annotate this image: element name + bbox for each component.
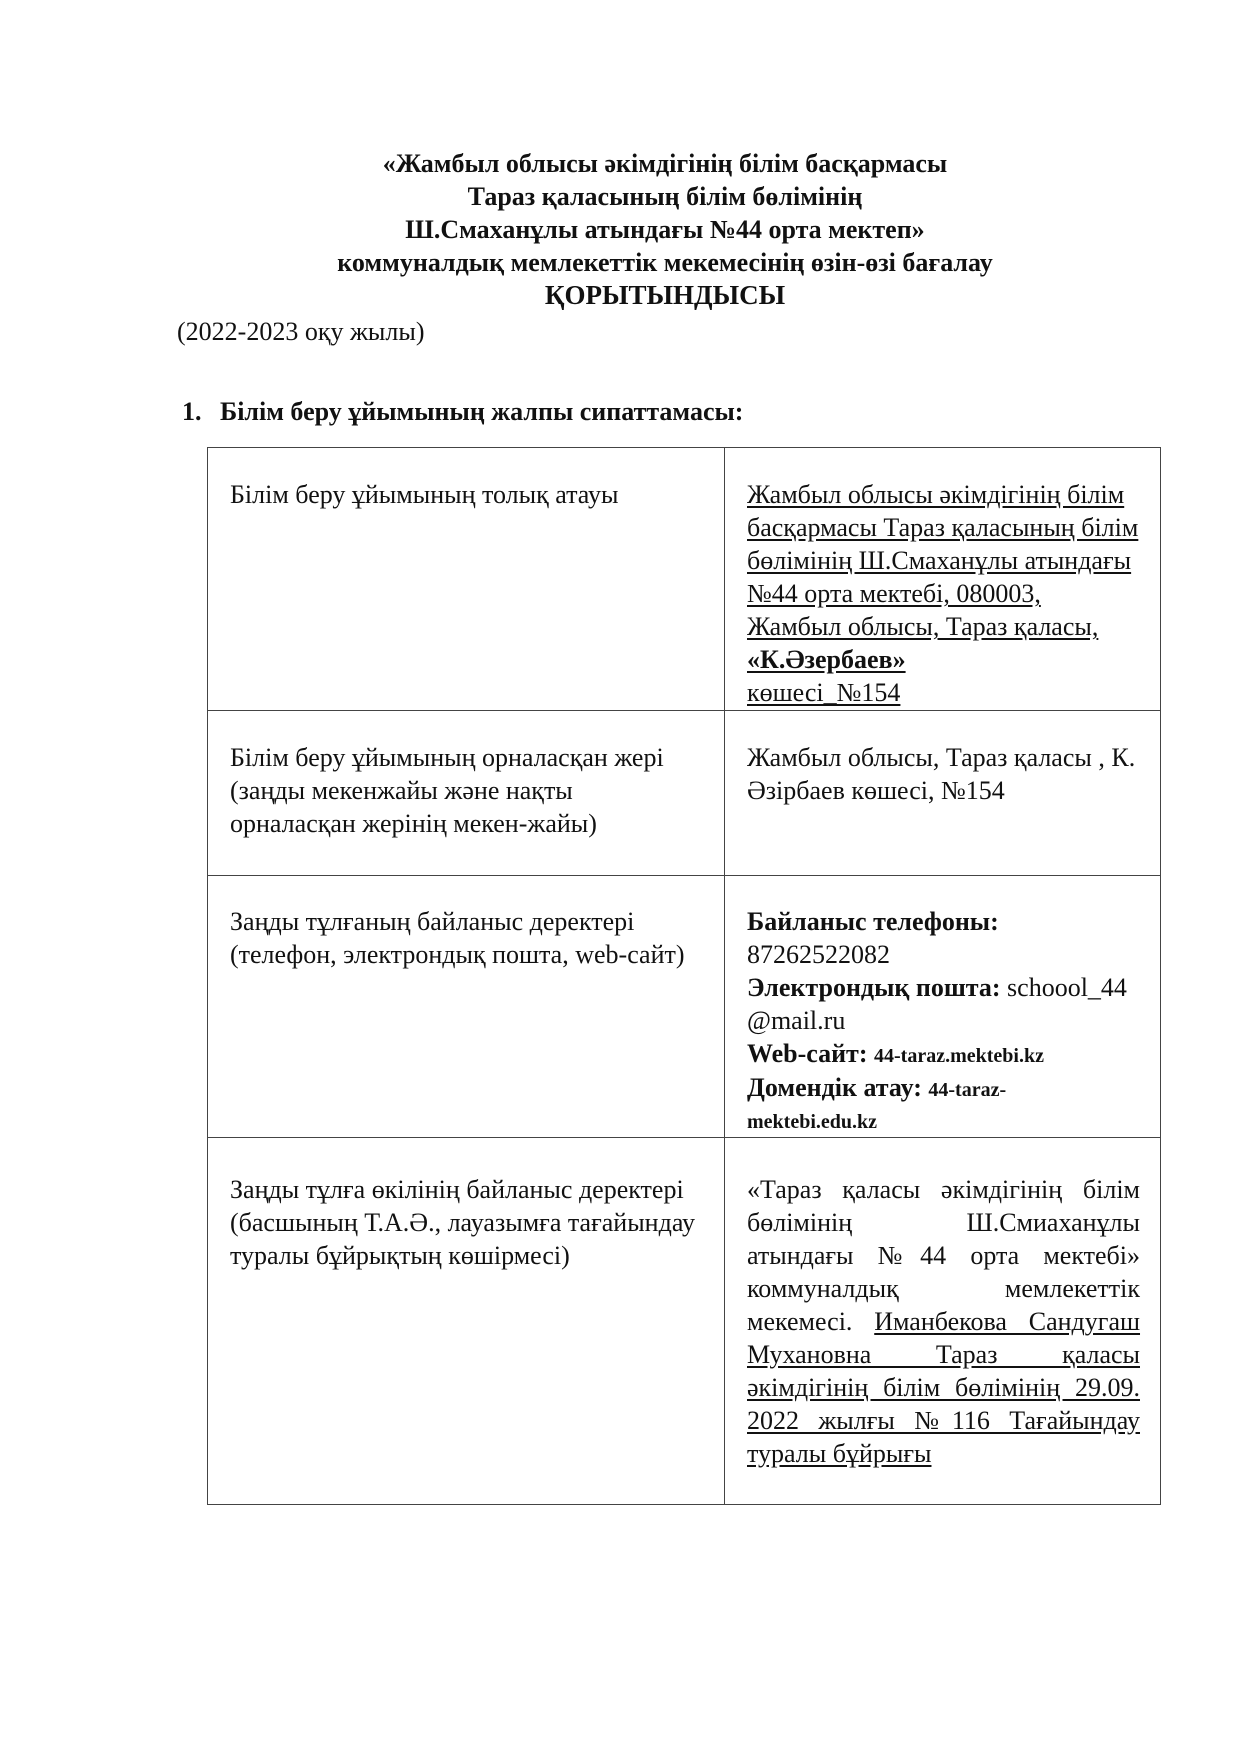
table-cell-value bbox=[725, 711, 1161, 876]
website-value: 44-taraz.mektebi.kz bbox=[874, 1045, 1044, 1067]
title-line-4: коммуналдық мемлекеттік мекемесінің өзін-өзі бағалау bbox=[337, 248, 993, 277]
director-name: Иманбекова Сандугаш bbox=[874, 1307, 1141, 1336]
section-title: Білім беру ұйымының жалпы сипаттамасы: bbox=[220, 397, 744, 426]
table-cell-label bbox=[208, 876, 725, 1138]
location-label: Білім беру ұйымының орналасқан жері (заңды мекенжайы және нақты орналасқан жерінің мекен-жайы) bbox=[230, 743, 664, 838]
document-title bbox=[0, 147, 1241, 312]
street-name-bold: «К.Әзербаев» bbox=[747, 645, 906, 674]
location-value: Жамбыл облысы, Тараз қаласы , К. Әзірбаев көшесі, №154 bbox=[747, 743, 1136, 805]
table-cell-label bbox=[208, 1138, 725, 1505]
title-line-2: Тараз қаласының білім бөлімінің bbox=[467, 182, 863, 211]
street-number: көшесі_№154 bbox=[747, 678, 901, 707]
table-row bbox=[208, 1138, 1161, 1505]
representative-line-9: туралы бұйрығы bbox=[747, 1439, 932, 1468]
email-value-part1: schoool_44 bbox=[1007, 973, 1127, 1002]
full-name-value bbox=[747, 480, 1138, 674]
table-cell-value bbox=[725, 1138, 1161, 1505]
representative-line-2: бөлімінің Ш.Смиаханұлы bbox=[747, 1208, 1140, 1237]
full-name-label: Білім беру ұйымының толық атауы bbox=[230, 480, 619, 509]
representative-line-5 bbox=[747, 1305, 1140, 1338]
table-cell-label bbox=[208, 711, 725, 876]
contacts-label: Заңды тұлғаның байланыс деректері (телефон, электрондық пошта, web-сайт) bbox=[230, 907, 685, 969]
domain-label: Домендік атау: bbox=[747, 1073, 922, 1102]
table-cell-label bbox=[208, 448, 725, 711]
title-line-3: Ш.Смаханұлы атындағы №44 орта мектеп» bbox=[405, 215, 925, 244]
table-cell-value bbox=[725, 876, 1161, 1138]
representative-line-1: «Тараз қаласы әкімдігінің білім bbox=[747, 1175, 1140, 1204]
academic-year: (2022-2023 оқу жылы) bbox=[177, 317, 425, 346]
representative-line-4: коммуналдық мемлекеттік bbox=[747, 1274, 1140, 1303]
full-name-text: Жамбыл облысы әкімдігінің білім басқармасы Тараз қаласының білім бөлімінің Ш.Смаханұлы атындағы №44 орта мектебі, 080003, Жамбыл облысы, Тараз қаласы, bbox=[747, 480, 1139, 641]
domain-value-part2: mektebi.edu.kz bbox=[747, 1111, 877, 1133]
email-label: Электрондық пошта: bbox=[747, 973, 1001, 1002]
phone-label: Байланыс телефоны: bbox=[747, 907, 999, 936]
email-value-part2: @mail.ru bbox=[747, 1006, 846, 1035]
website-label: Web-сайт: bbox=[747, 1039, 868, 1068]
domain-value-part1: 44-taraz- bbox=[928, 1079, 1007, 1101]
section-heading bbox=[182, 397, 743, 427]
representative-line-7: әкімдігінің білім бөлімінің 29.09. bbox=[747, 1373, 1140, 1402]
table-row bbox=[208, 876, 1161, 1138]
title-line-5: ҚОРЫТЫНДЫСЫ bbox=[544, 280, 786, 310]
representative-label: Заңды тұлға өкілінің байланыс деректері (басшының Т.А.Ә., лауазымға тағайындау туралы бұйрықтың көшірмесі) bbox=[230, 1175, 696, 1270]
title-line-1: «Жамбыл облысы әкімдігінің білім басқармасы bbox=[382, 149, 948, 178]
representative-line-8: 2022 жылғы №116 Тағайындау bbox=[747, 1406, 1140, 1435]
institution-suffix: мекемесі. bbox=[747, 1307, 875, 1336]
section-number: 1. bbox=[182, 397, 202, 426]
representative-line-3: атындағы №44 орта мектебі» bbox=[747, 1241, 1140, 1270]
phone-value: 87262522082 bbox=[747, 940, 890, 969]
table-row bbox=[208, 448, 1161, 711]
representative-line-6: Мухановна Тараз қаласы bbox=[747, 1340, 1140, 1369]
table-cell-value bbox=[725, 448, 1161, 711]
table-row bbox=[208, 711, 1161, 876]
general-info-table bbox=[207, 447, 1161, 1505]
